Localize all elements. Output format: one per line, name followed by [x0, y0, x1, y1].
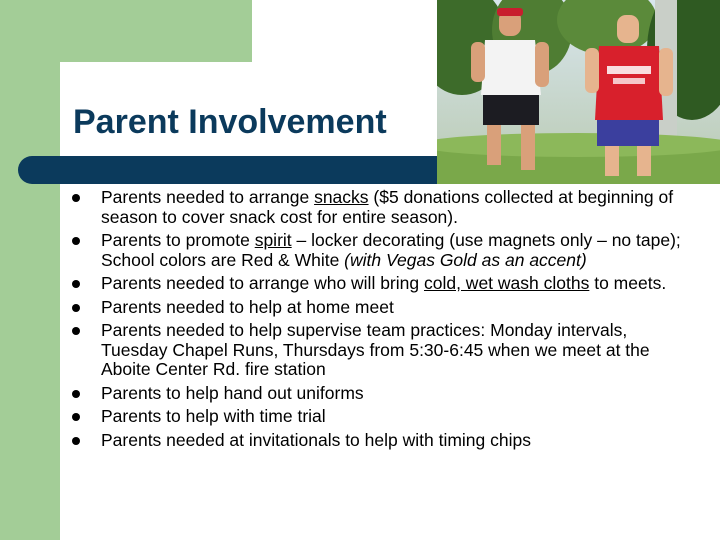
bullet-list: [72, 188, 692, 454]
bullet-text: Parents to help with time trial: [101, 406, 326, 426]
bullet-text: Parents needed at invitationals to help with timing chips: [101, 429, 531, 450]
bullet-item: [72, 431, 692, 451]
runners-photo: [437, 0, 720, 184]
bullet-item: [72, 231, 692, 270]
bullet-item: [72, 274, 692, 294]
bullet-dot-icon: [72, 237, 80, 245]
bullet-item: [72, 298, 692, 318]
bullet-dot-icon: [72, 280, 80, 288]
bullet-text: ($5 donations collected at beginning of season to cover snack cost for entire season).: [101, 187, 674, 227]
bullet-text: Parents to promote: [101, 230, 255, 250]
bullet-dot-icon: [72, 304, 80, 312]
bullet-text: Parents needed to help supervise team practices: Monday intervals, Tuesday Chapel Runs, Thursdays from 5:30-6:45 when we meet at the Aboite Center Rd. fire station: [101, 320, 650, 379]
bullet-dot-icon: [72, 390, 80, 398]
bullet-text: – locker decorating (use magnets only – no tape); School colors are Red & White: [101, 230, 681, 270]
bullet-dot-icon: [72, 413, 80, 421]
bullet-dot-icon: [72, 327, 80, 335]
bullet-dot-icon: [72, 194, 80, 202]
bullet-text: Parents needed to help at home meet: [101, 296, 394, 317]
bullet-text: spirit: [254, 230, 292, 250]
bullet-item: [72, 321, 692, 380]
slide-title: Parent Involvement: [73, 103, 387, 141]
bullet-item: [72, 384, 692, 404]
top-green-block: [0, 0, 252, 62]
bullet-text: to meets.: [589, 273, 667, 293]
bullet-dot-icon: [72, 437, 80, 445]
bullet-text: Parents to help hand out uniforms: [101, 382, 364, 403]
bullet-text: Parents needed to arrange who will bring: [101, 273, 424, 293]
bullet-text: snacks: [314, 187, 369, 207]
bullet-text: Parents needed to arrange: [101, 187, 315, 207]
left-green-bar: [0, 0, 60, 540]
bullet-text: cold, wet wash cloths: [423, 273, 590, 293]
bullet-text: (with Vegas Gold as an accent): [344, 249, 587, 270]
bullet-item: [72, 407, 692, 427]
bullet-item: [72, 188, 692, 227]
